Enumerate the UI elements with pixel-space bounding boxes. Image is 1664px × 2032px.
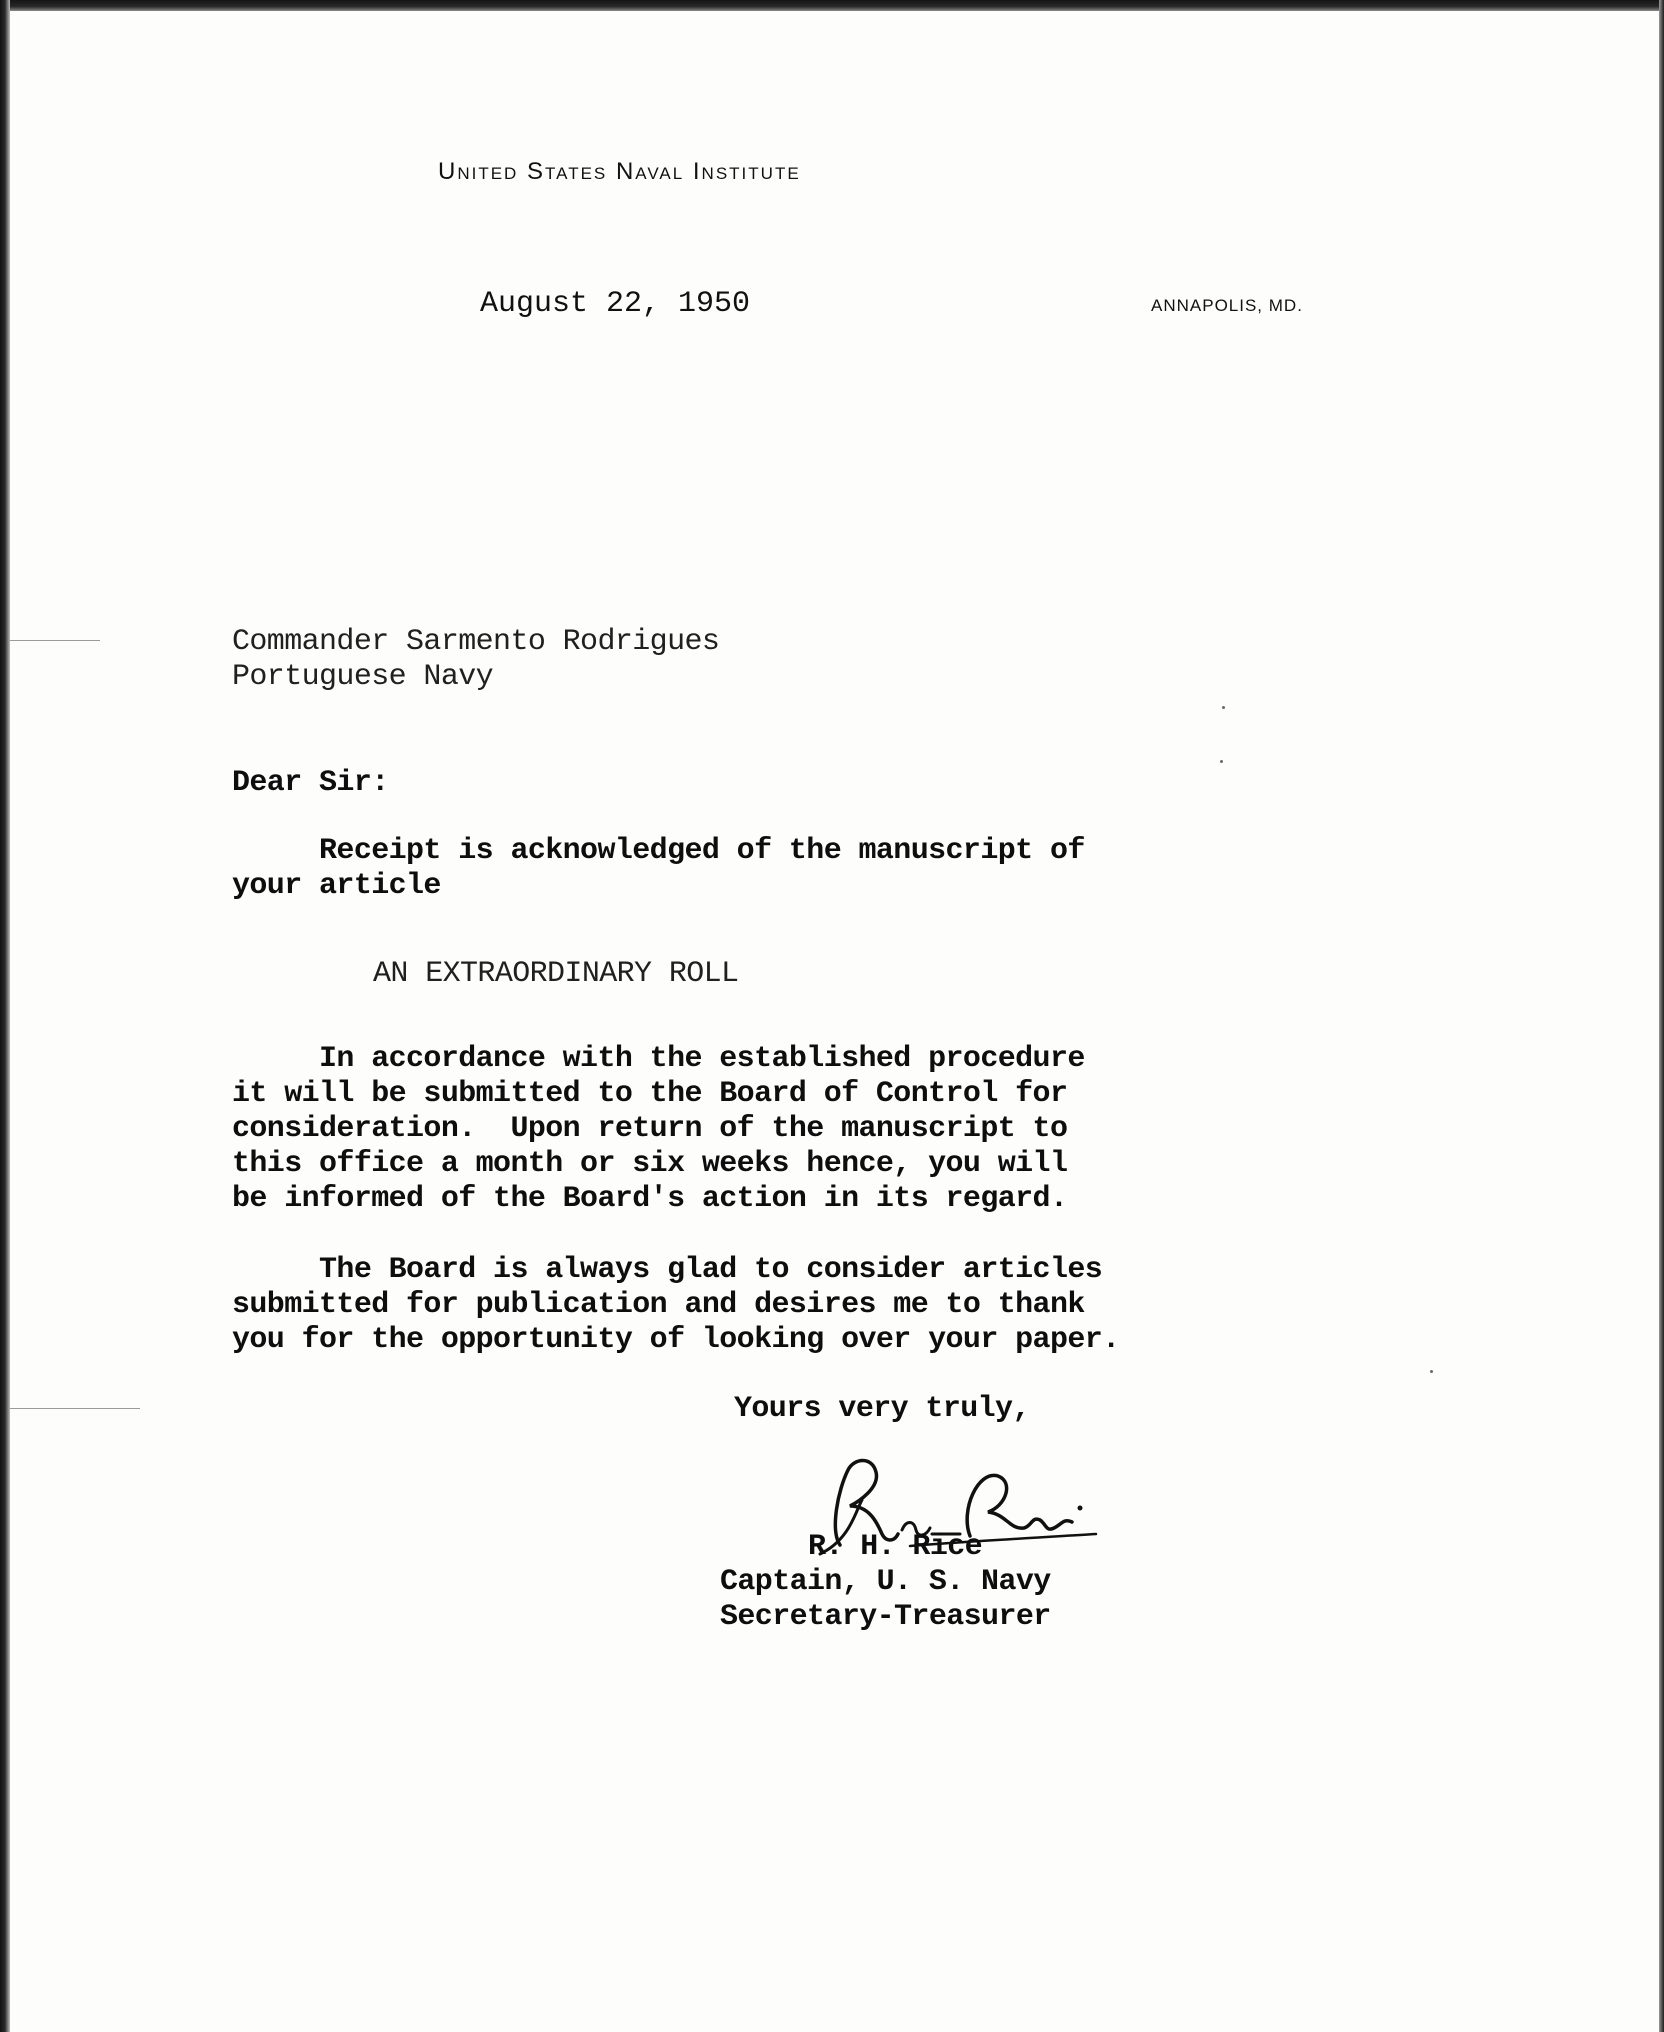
recipient-affiliation: Portuguese Navy: [232, 660, 494, 694]
signature-block: [720, 1530, 1051, 1635]
scan-left-edge: [0, 0, 10, 2032]
article-title: AN EXTRAORDINARY ROLL: [373, 957, 739, 991]
body-paragraph-1: Receipt is acknowledged of the manuscript of your article: [232, 834, 1085, 903]
scan-artifact-line: [10, 1408, 140, 1409]
scan-speck: [1222, 706, 1225, 709]
signer-title: Secretary-Treasurer: [720, 1600, 1051, 1634]
scan-artifact-line: [10, 640, 100, 641]
letterhead-organization: United States Naval Institute: [438, 158, 801, 185]
recipient-name: Commander Sarmento Rodrigues: [232, 625, 720, 659]
body-paragraph-2: In accordance with the established procedure it will be submitted to the Board of Control for consideration. Upon return of the manuscript to this office a month or six weeks hence, you will be informed of the Board's action in its regard.: [232, 1042, 1085, 1216]
complimentary-closing: Yours very truly,: [734, 1392, 1030, 1426]
scan-right-edge: [1659, 0, 1664, 2032]
signer-rank: Captain, U. S. Navy: [720, 1565, 1051, 1599]
salutation: Dear Sir:: [232, 766, 389, 800]
body-paragraph-3: The Board is always glad to consider articles submitted for publication and desires me to thank you for the opportunity of looking over your paper.: [232, 1253, 1120, 1357]
letterhead-location: ANNAPOLIS, MD.: [1151, 296, 1303, 315]
scan-speck: [1430, 1370, 1433, 1373]
signer-name: R. H. Rice: [808, 1530, 983, 1564]
letter-date: August 22, 1950: [480, 287, 751, 321]
scan-speck: [1220, 760, 1223, 763]
recipient-address: [232, 625, 719, 695]
scan-top-edge: [0, 0, 1664, 11]
